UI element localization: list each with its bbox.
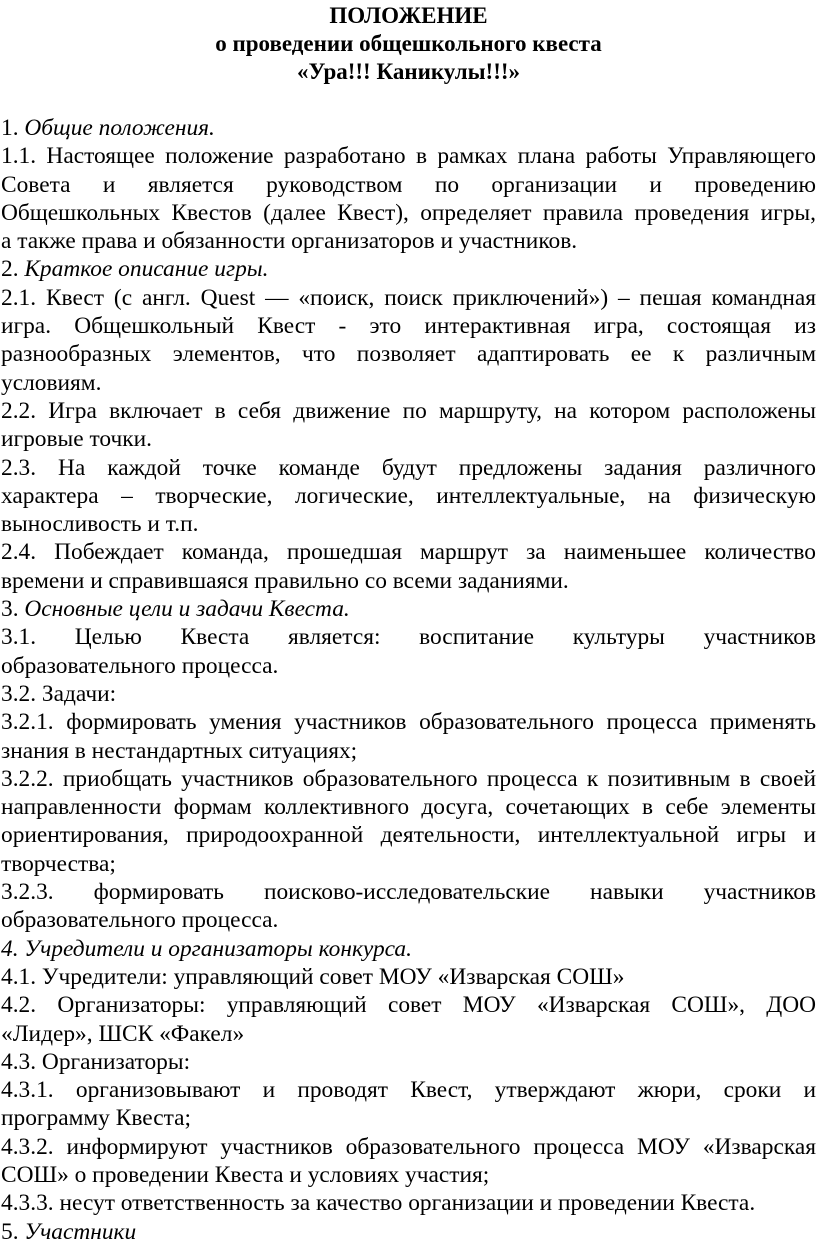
section-3-heading: 3. Основные цели и задачи Квеста. <box>1 596 350 623</box>
paragraph-4-3-3: 4.3.3. несут ответственность за качество организации и проведении Квеста. <box>1 1190 756 1217</box>
quest-name: «Ура!!! Каникулы!!!» <box>296 59 521 84</box>
paragraph-4-3-1: 4.3.1. организовывают и проводят Квест, утверждают жюри, сроки и программу Квеста; <box>1 1077 816 1132</box>
title-block <box>1 2 816 86</box>
paragraph-4-3: 4.3. Организаторы: <box>1 1048 191 1075</box>
section-4-heading: 4. Учредители и организаторы конкурса. <box>1 935 412 962</box>
paragraph-1-1: 1.1. Настоящее положение разработано в рамках плана работы Управляющего Совета и является руководством по организации и проведению Общешкольных Квестов (далее Квест), определяет правила проведения игры, а также права и обязанности организаторов и участников. <box>1 143 816 255</box>
paragraph-4-3-2: 4.3.2. информируют участников образовательного процесса МОУ «Изварская СОШ» о проведении Квеста и условиях участия; <box>1 1133 816 1188</box>
paragraph-3-1: 3.1. Целью Квеста является: воспитание культуры участников образовательного процесса. <box>1 624 816 679</box>
paragraph-2-3: 2.3. На каждой точке команде будут предложены задания различного характера – творческие, логические, интеллектуальные, на физическую выносливость и т.п. <box>1 454 816 538</box>
paragraph-2-1: 2.1. Квест (с англ. Quest — «поиск, поиск приключений») – пешая командная игра. Общешкольный Квест - это интерактивная игра, состоящая из разнообразных элементов, что позволяет адаптировать ее к различным условиям. <box>1 284 816 396</box>
paragraph-4-1: 4.1. Учредители: управляющий совет МОУ «Изварская СОШ» <box>1 963 625 990</box>
document-title: ПОЛОЖЕНИЕ <box>329 3 488 28</box>
paragraph-3-2-3: 3.2.3. формировать поисково-исследовательские навыки участников образовательного процесса. <box>1 879 816 934</box>
document-body <box>1 114 816 1246</box>
section-2-heading: 2. Краткое описание игры. <box>1 256 269 283</box>
paragraph-4-2: 4.2. Организаторы: управляющий совет МОУ «Изварская СОШ», ДОО «Лидер», ШСК «Факел» <box>1 992 816 1047</box>
document-subtitle: о проведении общешкольного квеста <box>215 31 602 56</box>
paragraph-3-2: 3.2. Задачи: <box>1 680 117 707</box>
paragraph-2-2: 2.2. Игра включает в себя движение по маршруту, на котором расположены игровые точки. <box>1 397 816 453</box>
document-page <box>1 2 816 1246</box>
section-5-heading: 5. Участники <box>1 1218 137 1245</box>
paragraph-3-2-2: 3.2.2. приобщать участников образовательного процесса к позитивным в своей направленности формам коллективного досуга, сочетающих в себе элементы ориентирования, природоохранной деятельности, интеллектуальной игры и творчества; <box>1 765 816 877</box>
paragraph-3-2-1: 3.2.1. формировать умения участников образовательного процесса применять знания в нестандартных ситуациях; <box>1 709 816 764</box>
section-1-heading: 1. Общие положения. <box>1 115 215 141</box>
paragraph-2-4: 2.4. Побеждает команда, прошедшая маршрут за наименьшее количество времени и справившаяся правильно со всеми заданиями. <box>1 539 816 594</box>
